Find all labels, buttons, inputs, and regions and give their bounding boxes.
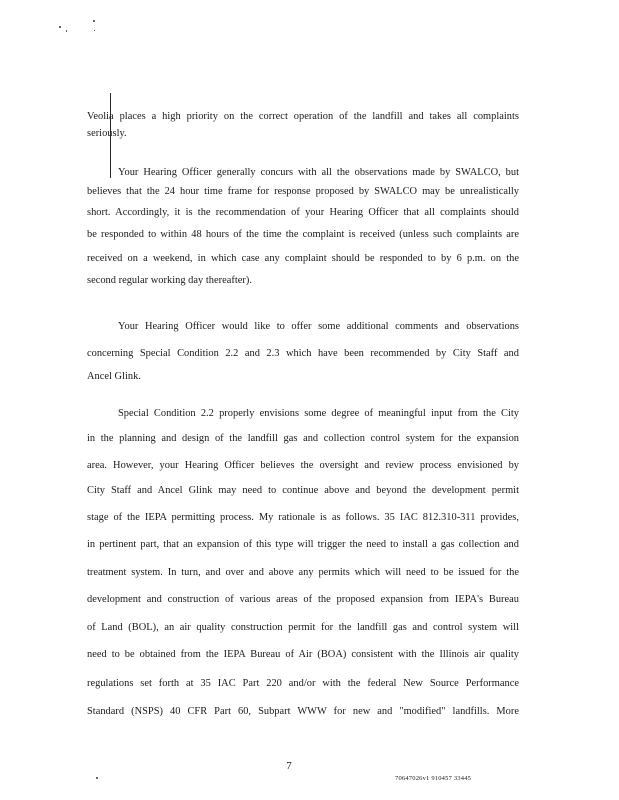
paragraph-4-line-9: of Land (BOL), an air quality construction permit for the landfill gas and control system will (87, 622, 519, 633)
paragraph-2-line-6: second regular working day thereafter). (87, 275, 252, 286)
paragraph-2-line-4: be responded to within 48 hours of the time the complaint is received (unless such complaints are (87, 229, 519, 240)
paragraph-1-line-2: seriously. (87, 128, 127, 139)
paragraph-2-line-5: received on a weekend, in which case any complaint should be responded to by 6 p.m. on the (87, 253, 519, 264)
paragraph-4-line-5: stage of the IEPA permitting process. My rationale is as follows. 35 IAC 812.310-311 provides, (87, 512, 519, 523)
scan-speck (66, 30, 67, 32)
paragraph-3-line-1: Your Hearing Officer would like to offer some additional comments and observations (118, 321, 519, 332)
scan-speck (59, 26, 61, 28)
scan-speck (93, 20, 95, 22)
paragraph-4-line-10: need to be obtained from the IEPA Bureau of Air (BOA) consistent with the Illinois air quality (87, 649, 519, 660)
paragraph-3-line-2: concerning Special Condition 2.2 and 2.3 which have been recommended by City Staff and (87, 348, 519, 359)
paragraph-4-line-11: regulations set forth at 35 IAC Part 220 and/or with the federal New Source Performance (87, 678, 519, 689)
paragraph-4-line-1: Special Condition 2.2 properly envisions some degree of meaningful input from the City (118, 408, 519, 419)
paragraph-2-line-3: short. Accordingly, it is the recommendation of your Hearing Officer that all complaints should (87, 207, 519, 218)
paragraph-2-line-1: Your Hearing Officer generally concurs with all the observations made by SWALCO, but (118, 167, 519, 178)
paragraph-4-line-7: treatment system. In turn, and over and above any permits which will need to be issued for the (87, 567, 519, 578)
paragraph-1-line-1: Veolia places a high priority on the correct operation of the landfill and takes all complaints (87, 111, 519, 122)
paragraph-4-line-4: City Staff and Ancel Glink may need to continue above and beyond the development permit (87, 485, 519, 496)
scan-speck (96, 777, 98, 779)
paragraph-4-line-12: Standard (NSPS) 40 CFR Part 60, Subpart WWW for new and "modified" landfills. More (87, 706, 519, 717)
paragraph-4-line-3: area. However, your Hearing Officer believes the oversight and review process envisioned by (87, 460, 519, 471)
paragraph-4-line-6: in pertinent part, that an expansion of this type will trigger the need to install a gas collection and (87, 539, 519, 550)
scan-speck (94, 30, 95, 31)
paragraph-3-line-3: Ancel Glink. (87, 371, 141, 382)
paragraph-2-line-2: believes that the 24 hour time frame for response proposed by SWALCO may be unrealistically (87, 186, 519, 197)
page-number: 7 (286, 760, 292, 772)
document-id: 70647026v1 910457 33445 (395, 775, 472, 782)
paragraph-4-line-2: in the planning and design of the landfill gas and collection control system for the expansion (87, 433, 519, 444)
paragraph-4-line-8: development and construction of various areas of the proposed expansion from IEPA's Bureau (87, 594, 519, 605)
